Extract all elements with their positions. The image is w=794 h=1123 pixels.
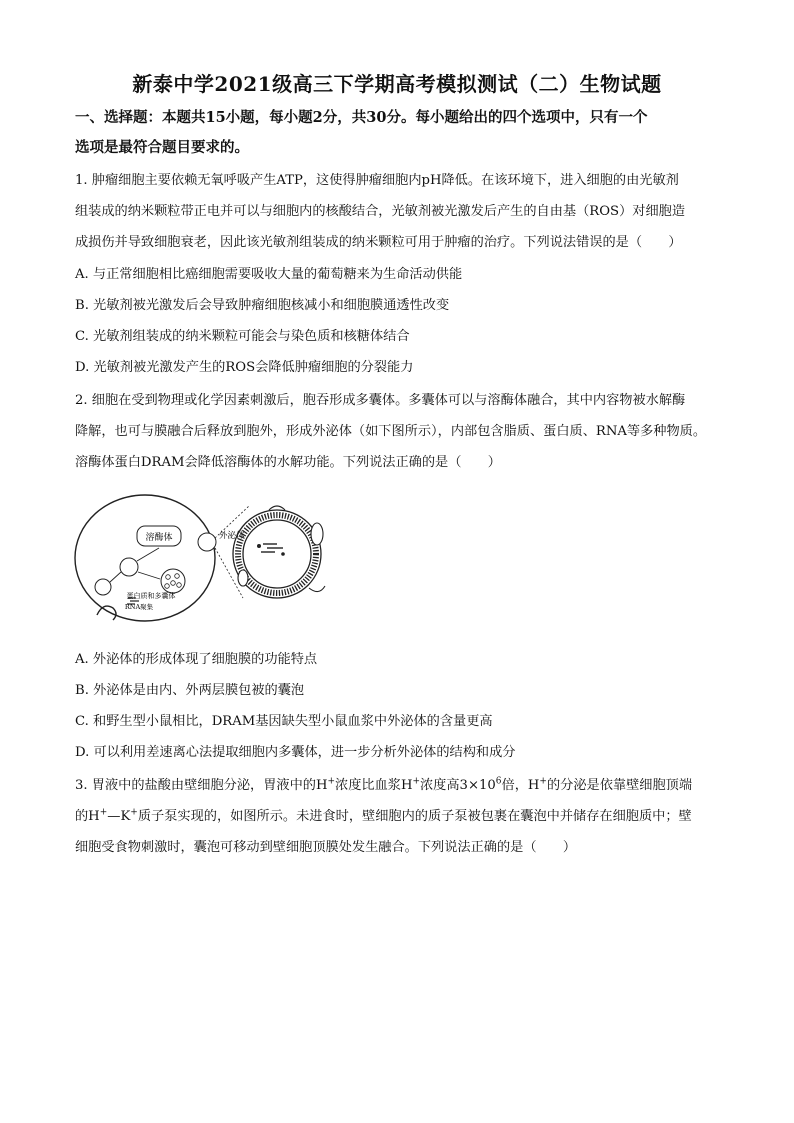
released-exosome bbox=[198, 533, 216, 551]
q1-stem-line3: 成损伤并导致细胞衰老，因此该光敏剂组装成的纳米颗粒可用于肿瘤的治疗。下列说法错误的是（ ） bbox=[75, 235, 682, 250]
q1-stem-line2: 组装成的纳米颗粒带正电并可以与细胞内的核酸结合，光敏剂被光激发后产生的自由基（ROS）对细胞造 bbox=[75, 204, 686, 219]
section-heading-line2: 选项是最符合题目要求的。 bbox=[75, 139, 249, 156]
q2-option-d: D. 可以利用差速离心法提取细胞内多囊体，进一步分析外泌体的结构和成分 bbox=[75, 745, 516, 760]
q2-stem-line3: 溶酶体蛋白DRAM会降低溶酶体的水解功能。下列说法正确的是（ ） bbox=[75, 455, 501, 470]
q1-stem-line1: 1. 肿瘤细胞主要依赖无氧呼吸产生ATP，这使得肿瘤细胞内pH降低。在该环境下，进入细胞的由光敏剂 bbox=[75, 173, 679, 188]
membrane-protein bbox=[238, 570, 248, 586]
q2-stem-line1: 2. 细胞在受到物理或化学因素刺激后，胞吞形成多囊体。多囊体可以与溶酶体融合，其中内容物被水解酶 bbox=[75, 393, 686, 408]
lysosome-label: 溶酶体 bbox=[145, 533, 173, 543]
q2-option-a: A. 外泌体的形成体现了细胞膜的功能特点 bbox=[75, 652, 318, 667]
q2-option-c: C. 和野生型小鼠相比，DRAM基因缺失型小鼠血浆中外泌体的含量更高 bbox=[75, 714, 493, 729]
q1-option-d: D. 光敏剂被光激发产生的ROS会降低肿瘤细胞的分裂能力 bbox=[75, 360, 414, 375]
q1-option-b: B. 光敏剂被光激发后会导致肿瘤细胞核减小和细胞膜通透性改变 bbox=[75, 298, 450, 313]
section-heading-line1: 一、选择题：本题共15小题，每小题2分，共30分。每小题给出的四个选项中，只有一个 bbox=[75, 109, 648, 126]
q2-stem-line2: 降解，也可与膜融合后释放到胞外，形成外泌体（如下图所示），内部包含脂质、蛋白质、RNA等多种物质。 bbox=[75, 424, 707, 439]
q2-option-b: B. 外泌体是由内、外两层膜包被的囊泡 bbox=[75, 683, 305, 698]
exosome-diagram bbox=[73, 490, 335, 623]
q3-stem-line1: 3. 胃液中的盐酸由壁细胞分泌，胃液中的H+浓度比血浆H+浓度高$3\times 10^6$倍，H+的分泌是依靠壁细胞顶端 bbox=[75, 776, 693, 793]
exosome-label: 外泌体 bbox=[219, 531, 245, 541]
q1-option-c: C. 光敏剂组装成的纳米颗粒可能会与染色质和核糖体结合 bbox=[75, 329, 410, 344]
vesicle bbox=[95, 579, 111, 595]
q1-option-a: A. 与正常细胞相比癌细胞需要吸收大量的葡萄糖来为生命活动供能 bbox=[75, 267, 463, 282]
membrane-protein bbox=[311, 523, 323, 545]
q3-stem-line3: 细胞受食物刺激时，囊泡可移动到壁细胞顶膜处发生融合。下列说法正确的是（ ） bbox=[75, 840, 577, 855]
exosome-enlarged-inner bbox=[243, 520, 311, 588]
exosome-bilayer bbox=[238, 515, 316, 593]
vesicle bbox=[120, 558, 138, 576]
membrane-invagination bbox=[97, 606, 116, 620]
cargo-label-1: 蛋白质和多囊体 bbox=[126, 592, 176, 600]
cargo-label-2: RNA聚集 bbox=[124, 603, 154, 611]
page-title: 新泰中学2021级高三下学期高考模拟测试（二）生物试题 bbox=[132, 72, 662, 96]
q3-stem-line2: 的H+—K+质子泵实现的，如图所示。未进食时，壁细胞内的质子泵被包裹在囊泡中并储存在细胞质中；壁 bbox=[75, 807, 692, 824]
